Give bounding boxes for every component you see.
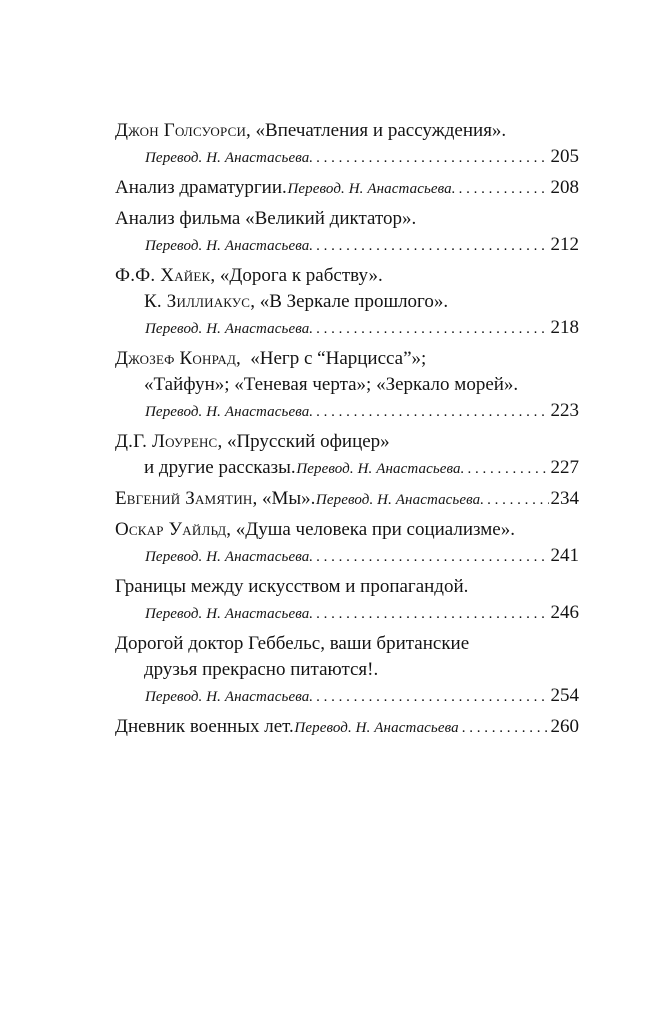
work-title: Дорогой доктор Геббельс, ваши британские xyxy=(115,633,470,654)
translator-credit: Перевод. Н. Анастасьева. xyxy=(145,238,314,254)
toc-entry xyxy=(115,346,579,424)
dot-leader xyxy=(316,601,548,627)
work-title: , «В Зеркале прошлого». xyxy=(250,291,449,312)
author-name: Евгений Замятин xyxy=(115,488,253,509)
author-name: Ф.Ф. Хайек xyxy=(115,265,211,286)
dot-leader xyxy=(462,715,549,741)
dot-leader xyxy=(316,399,548,425)
toc-translator-line xyxy=(115,683,579,709)
translator-credit: Перевод. Н. Анастасьева. xyxy=(145,689,314,705)
work-title: Анализ фильма «Великий диктатор». xyxy=(115,208,417,229)
toc-title-line xyxy=(115,517,579,543)
work-title: , «Впечатления и рассуждения». xyxy=(246,120,507,141)
toc-title-line xyxy=(115,118,579,144)
author-name: Оскар Уайльд xyxy=(115,519,227,540)
toc-title-line xyxy=(115,175,579,201)
page-number: 241 xyxy=(550,545,579,566)
toc-entry xyxy=(115,714,579,740)
toc-translator-line xyxy=(115,543,579,569)
page-number: 218 xyxy=(550,317,579,338)
translator-credit: Перевод. Н. Анастасьева. xyxy=(296,461,465,477)
work-title: , «Негр с “Нарцисса”»; xyxy=(236,348,427,369)
toc-entry xyxy=(115,206,579,258)
translator-credit: Перевод. Н. Анастасьева. xyxy=(145,321,314,337)
translator-credit: Перевод. Н. Анастасьева. xyxy=(315,492,485,508)
toc-title-line xyxy=(115,631,579,657)
work-title: , «Прусский офицер» xyxy=(217,431,390,452)
dot-leader xyxy=(487,487,548,513)
work-title: и другие рассказы. xyxy=(144,457,296,478)
toc-translator-line xyxy=(115,232,579,258)
toc-entry xyxy=(115,118,579,170)
toc-entry xyxy=(115,263,579,341)
toc-title-line xyxy=(115,346,579,372)
dot-leader xyxy=(316,233,548,259)
translator-credit: Перевод. Н. Анастасьева. xyxy=(145,549,314,565)
work-title: , «Мы». xyxy=(252,488,316,509)
toc-title-line xyxy=(115,657,579,683)
toc-title-line xyxy=(115,289,579,315)
page-number: 205 xyxy=(550,146,579,167)
toc-title-line xyxy=(115,263,579,289)
author-name: К. Зиллиакус xyxy=(144,291,251,312)
toc-title-line xyxy=(115,714,579,740)
translator-credit: Перевод. Н. Анастасьева xyxy=(294,720,459,736)
translator-credit: Перевод. Н. Анастасьева. xyxy=(145,404,314,420)
page-number: 227 xyxy=(550,457,579,478)
toc-entry xyxy=(115,429,579,481)
work-title: Анализ драматургии. xyxy=(115,177,287,198)
work-title: , «Дорога к рабству». xyxy=(210,265,383,286)
table-of-contents xyxy=(115,118,579,740)
dot-leader xyxy=(316,316,548,342)
page-number: 246 xyxy=(550,602,579,623)
work-title: Дневник военных лет. xyxy=(115,716,294,737)
toc-title-line xyxy=(115,206,579,232)
page-number: 208 xyxy=(550,177,579,198)
translator-credit: Перевод. Н. Анастасьева. xyxy=(145,150,314,166)
dot-leader xyxy=(467,456,548,482)
toc-translator-line xyxy=(115,144,579,170)
page-number: 254 xyxy=(550,685,579,706)
toc-title-line xyxy=(115,486,579,512)
work-title: друзья прекрасно питаются!. xyxy=(144,659,379,680)
work-title: «Тайфун»; «Теневая черта»; «Зеркало морей». xyxy=(144,374,519,395)
toc-entry xyxy=(115,574,579,626)
toc-translator-line xyxy=(115,315,579,341)
author-name: Джозеф Конрад xyxy=(115,348,237,369)
toc-entry xyxy=(115,175,579,201)
page-number: 260 xyxy=(550,716,579,737)
toc-title-line xyxy=(115,574,579,600)
translator-credit: Перевод. Н. Анастасьева. xyxy=(287,181,456,197)
toc-title-line xyxy=(115,429,579,455)
author-name: Джон Голсуорси xyxy=(115,120,247,141)
dot-leader xyxy=(316,684,548,710)
translator-credit: Перевод. Н. Анастасьева. xyxy=(145,606,314,622)
work-title: , «Душа человека при социализме». xyxy=(226,519,515,540)
dot-leader xyxy=(316,145,548,171)
toc-entry xyxy=(115,631,579,709)
toc-translator-line xyxy=(115,600,579,626)
dot-leader xyxy=(316,544,548,570)
page-number: 223 xyxy=(550,400,579,421)
toc-translator-line xyxy=(115,398,579,424)
toc-entry xyxy=(115,517,579,569)
toc-title-line xyxy=(115,455,579,481)
toc-entry xyxy=(115,486,579,512)
page-number: 234 xyxy=(550,488,579,509)
author-name: Д.Г. Лоуренс xyxy=(115,431,218,452)
page-number: 212 xyxy=(550,234,579,255)
dot-leader xyxy=(459,176,549,202)
toc-title-line xyxy=(115,372,579,398)
work-title: Границы между искусством и пропагандой. xyxy=(115,576,469,597)
